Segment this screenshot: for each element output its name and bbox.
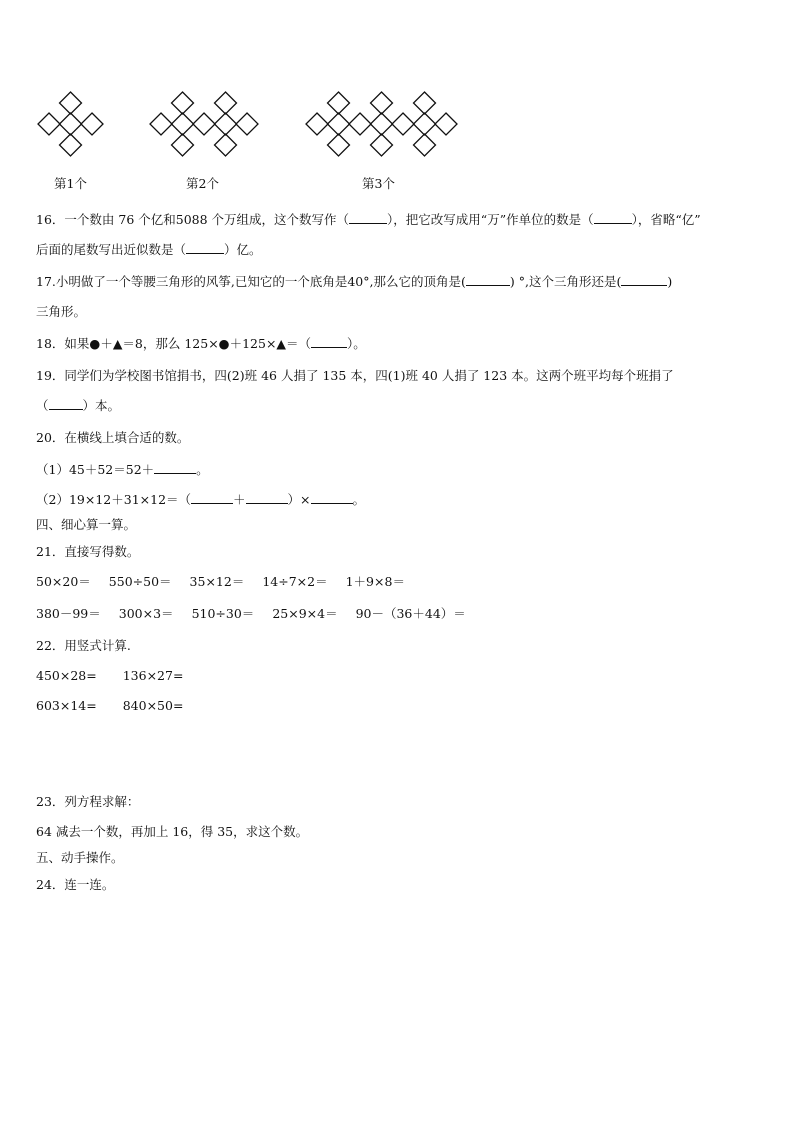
diamond-shape <box>38 113 60 135</box>
question-16-line-1: 16．一个数由 76 个亿和5088 个万组成，这个数写作（ ），把它改写成用“万”作单位的数是（ ），省略“亿” <box>36 212 701 227</box>
diamond-shape <box>371 113 393 135</box>
diamond-pattern-figure <box>0 86 794 196</box>
calc-item: 1＋9×8＝ <box>345 574 405 589</box>
answer-blank[interactable] <box>154 461 196 474</box>
question-20-title: 20．在横线上填合适的数。 <box>36 430 190 445</box>
answer-blank[interactable] <box>246 491 288 504</box>
question-21-row-2 <box>36 604 484 622</box>
answer-blank[interactable] <box>311 335 347 348</box>
calc-item: 14÷7×2＝ <box>262 574 328 589</box>
question-22-row-1 <box>36 668 201 683</box>
figure-label-1: 第1个 <box>54 176 87 191</box>
question-22-row-2 <box>36 698 201 713</box>
question-17-line-2: 三角形。 <box>36 304 87 319</box>
diamond-shape <box>371 92 393 114</box>
answer-blank[interactable] <box>191 491 233 504</box>
diamond-shape <box>60 113 82 135</box>
question-17-line-1: 17.小明做了一个等腰三角形的风筝,已知它的一个底角是40°,那么它的顶角是( ) °,这个三角形还是( ) <box>36 274 673 289</box>
diamond-shape <box>172 134 194 156</box>
question-22-title: 22．用竖式计算. <box>36 638 131 653</box>
pattern-2 <box>148 86 268 166</box>
diamond-shape <box>414 134 436 156</box>
diamond-shape <box>215 113 237 135</box>
answer-blank[interactable] <box>621 273 667 286</box>
pattern-1 <box>36 86 116 166</box>
question-21-row-1 <box>36 572 423 590</box>
answer-blank[interactable] <box>594 211 632 224</box>
diamond-shape <box>414 92 436 114</box>
calc-item: 550÷50＝ <box>108 574 172 589</box>
diamond-shape <box>306 113 328 135</box>
calc-item: 603×14= <box>36 698 97 713</box>
diamond-shape <box>236 113 258 135</box>
answer-blank[interactable] <box>349 211 387 224</box>
question-23-title: 23．列方程求解： <box>36 794 140 809</box>
diamond-shape <box>349 113 371 135</box>
diamond-shape <box>328 92 350 114</box>
figure-label-2: 第2个 <box>186 176 219 191</box>
calc-item: 840×50= <box>122 698 184 713</box>
question-19-line-2: （ ）本。 <box>36 398 121 413</box>
calc-item: 25×9×4＝ <box>272 606 338 621</box>
diamond-shape <box>371 134 393 156</box>
question-18: 18．如果●＋▲＝8，那么 125×●＋125×▲＝（ ）。 <box>36 336 366 351</box>
calc-item: 35×12＝ <box>189 574 245 589</box>
question-19-line-1: 19．同学们为学校图书馆捐书，四(2)班 46 人捐了 135 本，四(1)班 40 人捐了 123 本。这两个班平均每个班捐了 <box>36 368 674 383</box>
diamond-shape <box>150 113 172 135</box>
section-4-heading: 四、细心算一算。 <box>36 517 137 532</box>
diamond-shape <box>60 134 82 156</box>
diamond-shape <box>172 92 194 114</box>
diamond-shape <box>414 113 436 135</box>
diamond-shape <box>60 92 82 114</box>
diamond-shape <box>172 113 194 135</box>
diamond-shape <box>193 113 215 135</box>
calc-item: 510÷30＝ <box>191 606 255 621</box>
figure-label-3: 第3个 <box>362 176 395 191</box>
question-20-part-1: （1）45＋52＝52＋ 。 <box>36 462 209 477</box>
calc-item: 50×20＝ <box>36 574 91 589</box>
calc-item: 450×28= <box>36 668 97 683</box>
question-16-line-2: 后面的尾数写出近似数是（ ）亿。 <box>36 242 262 257</box>
diamond-shape <box>81 113 103 135</box>
question-21-title: 21．直接写得数。 <box>36 544 140 559</box>
answer-blank[interactable] <box>186 241 224 254</box>
diamond-shape <box>215 92 237 114</box>
calc-item: 136×27= <box>122 668 184 683</box>
answer-blank[interactable] <box>466 273 510 286</box>
question-23-text: 64 减去一个数，再加上 16，得 35，求这个数。 <box>36 824 309 839</box>
answer-blank[interactable] <box>49 397 83 410</box>
section-5-heading: 五、动手操作。 <box>36 850 124 865</box>
diamond-shape <box>328 134 350 156</box>
calc-item: 380－99＝ <box>36 606 101 621</box>
pattern-3 <box>304 86 469 166</box>
question-24-title: 24．连一连。 <box>36 877 115 892</box>
diamond-shape <box>392 113 414 135</box>
calc-item: 90－（36＋44）＝ <box>355 606 466 621</box>
diamond-shape <box>215 134 237 156</box>
diamond-shape <box>328 113 350 135</box>
question-20-part-2: （2）19×12＋31×12＝（ ＋ ）× 。 <box>36 492 366 507</box>
calc-item: 300×3＝ <box>118 606 174 621</box>
answer-blank[interactable] <box>311 491 353 504</box>
diamond-shape <box>435 113 457 135</box>
